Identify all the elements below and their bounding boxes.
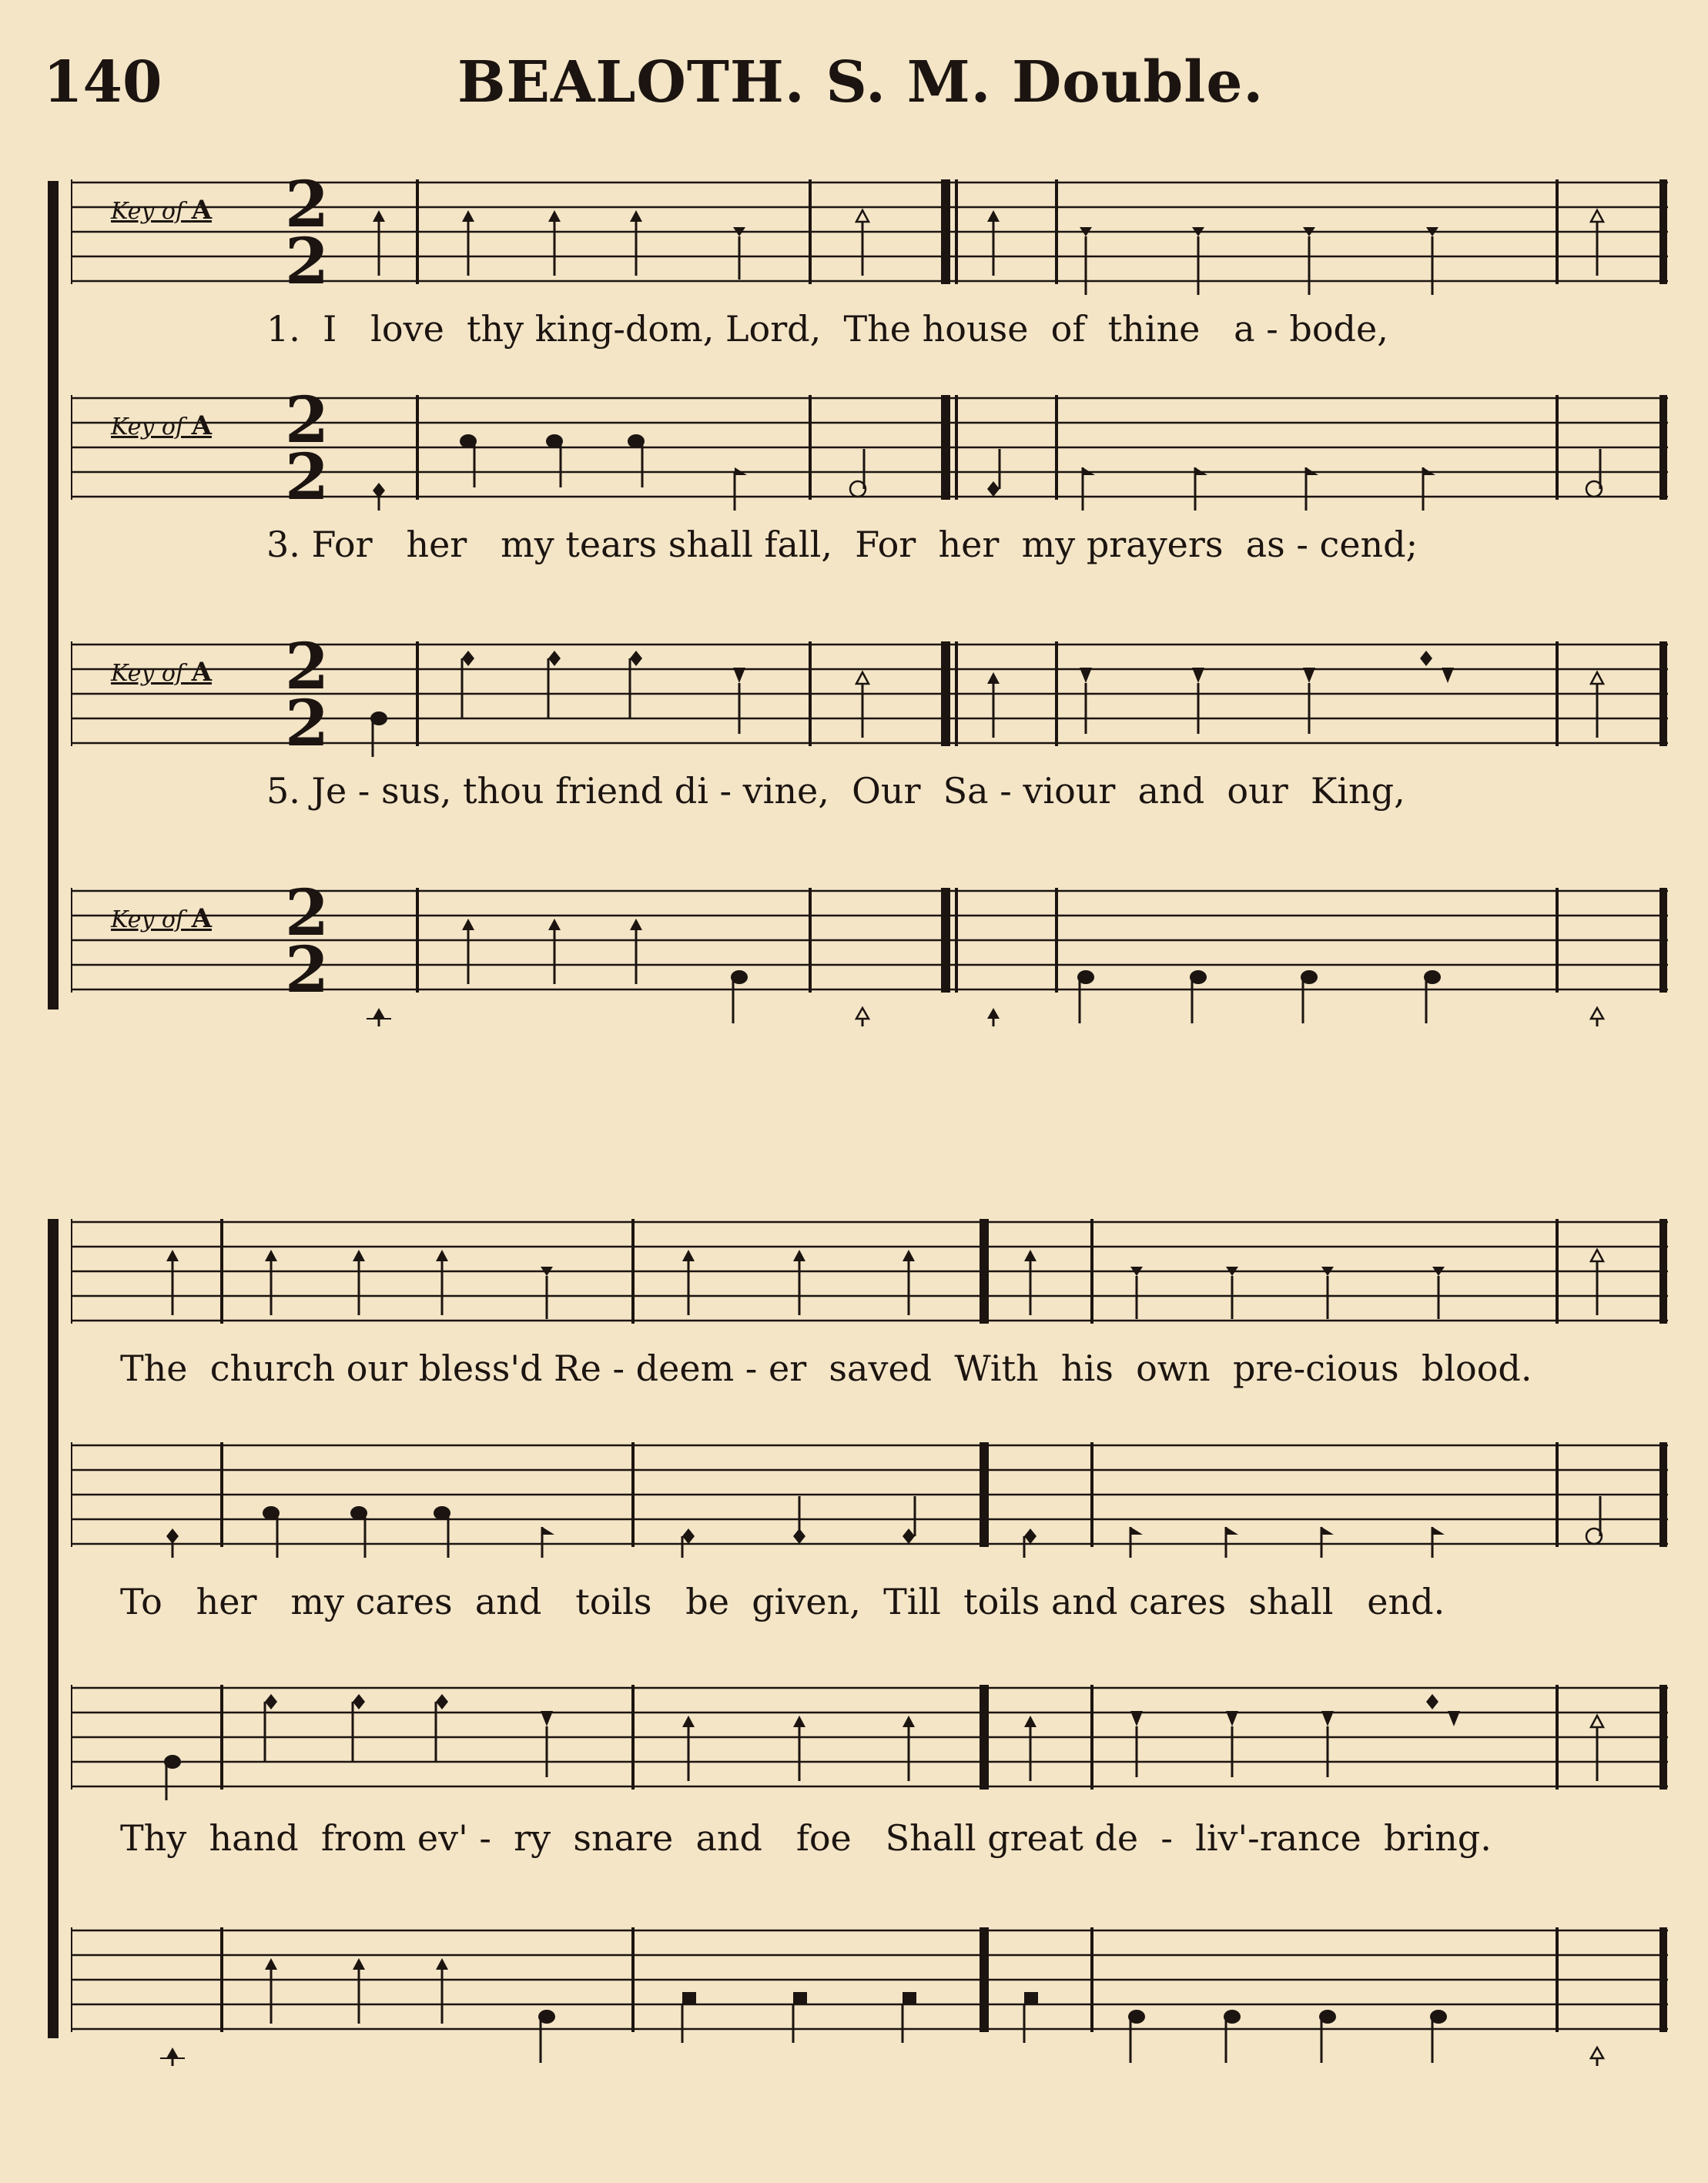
staff-notation bbox=[71, 1219, 1668, 1334]
time-sig-top: 2 bbox=[285, 383, 330, 457]
key-label-text: Key of bbox=[111, 906, 185, 933]
staff-lines bbox=[71, 168, 1668, 299]
staff-lines bbox=[71, 876, 1668, 1007]
time-sig-bottom: 2 bbox=[285, 687, 330, 761]
time-signature bbox=[285, 630, 330, 761]
time-sig-top: 2 bbox=[285, 876, 330, 950]
system-brace bbox=[48, 181, 59, 1009]
time-sig-top: 2 bbox=[285, 630, 330, 704]
lyric-line-2: The church our bless'd Re - deem - er saved With his own pre-cious blood. bbox=[120, 1348, 1532, 1389]
staff-lines bbox=[71, 1219, 1668, 1330]
time-sig-bottom: 2 bbox=[285, 225, 330, 299]
staff-lines bbox=[71, 1685, 1668, 1796]
key-label bbox=[111, 410, 212, 441]
lyric-line-1: 1. I love thy king-dom, Lord, The house of thine a - bode, bbox=[266, 308, 1388, 350]
key-name: A bbox=[191, 195, 212, 226]
page-header bbox=[43, 49, 1660, 119]
staff-notation bbox=[71, 1927, 1668, 2066]
key-label bbox=[111, 657, 212, 688]
lyric-line-6: Thy hand from ev' - ry snare and foe Shall great de - liv'-rance bring. bbox=[120, 1817, 1492, 1859]
system-1 bbox=[43, 168, 1668, 1013]
key-label-text: Key of bbox=[111, 198, 185, 225]
key-label-text: Key of bbox=[111, 413, 185, 440]
time-signature bbox=[285, 876, 330, 1007]
key-name: A bbox=[191, 410, 212, 441]
lyric-line-5: 5. Je - sus, thou friend di - vine, Our Sa - viour and our King, bbox=[266, 770, 1405, 812]
system-2 bbox=[43, 1213, 1668, 2060]
page-number: 140 bbox=[43, 49, 162, 116]
staff-notation bbox=[71, 1685, 1668, 1800]
key-name: A bbox=[191, 657, 212, 688]
lyric-line-4: To her my cares and toils be given, Till toils and cares shall end. bbox=[120, 1581, 1445, 1622]
time-signature bbox=[285, 168, 330, 299]
staff-notation bbox=[71, 1442, 1668, 1558]
staff-lines bbox=[71, 1442, 1668, 1553]
key-name: A bbox=[191, 903, 212, 934]
time-sig-bottom: 2 bbox=[285, 933, 330, 1007]
system-brace bbox=[48, 1219, 59, 2038]
staff-lines bbox=[71, 1927, 1668, 2038]
key-label bbox=[111, 195, 212, 226]
staff-lines bbox=[71, 383, 1668, 514]
time-sig-top: 2 bbox=[285, 168, 330, 242]
key-label-text: Key of bbox=[111, 660, 185, 687]
time-signature bbox=[285, 383, 330, 514]
time-sig-bottom: 2 bbox=[285, 440, 330, 514]
hymn-title: BEALOTH. S. M. Double. bbox=[457, 49, 1264, 116]
staff-lines bbox=[71, 630, 1668, 761]
key-label bbox=[111, 903, 212, 934]
lyric-line-3: 3. For her my tears shall fall, For her my prayers as - cend; bbox=[266, 524, 1418, 565]
